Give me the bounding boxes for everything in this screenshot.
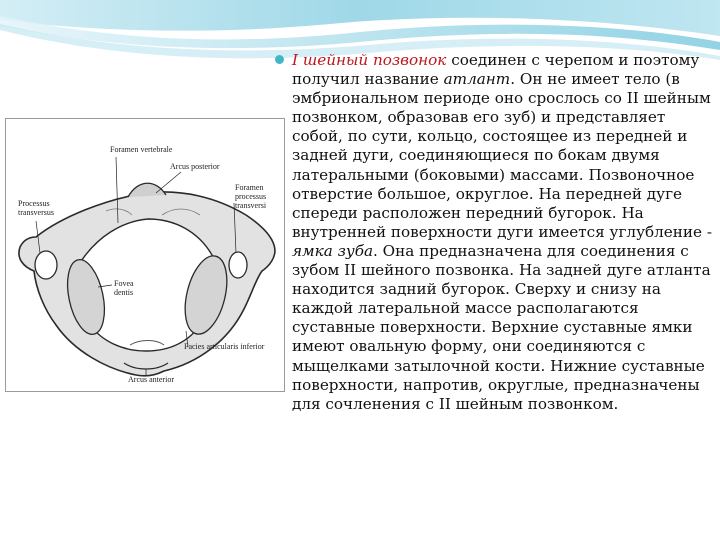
- label-fovea: Fovea: [114, 279, 134, 288]
- label-facies-articularis-inferior: Facies articularis inferior: [184, 342, 265, 351]
- description-paragraph: [292, 51, 714, 414]
- label-transversi: transversi: [235, 201, 267, 210]
- bullet-point: [275, 55, 284, 64]
- label-dentis: dentis: [114, 288, 134, 297]
- text-part-1: соединен с черепом и поэтому получил название: [292, 51, 700, 89]
- label-arcus-anterior: Arcus anterior: [128, 375, 174, 384]
- label-processus-2: processus: [235, 192, 267, 201]
- label-foramen-vertebrale: Foramen vertebrale: [110, 145, 173, 154]
- term-atlas: атлант: [443, 70, 511, 89]
- label-transversus: transversus: [18, 208, 54, 217]
- term-fossa-dentis: ямка зуба: [292, 241, 374, 260]
- label-processus: Processus: [18, 199, 50, 208]
- label-foramen: Foramen: [235, 183, 264, 192]
- label-arcus-posterior: Arcus posterior: [170, 162, 220, 171]
- text-part-3: . Она предназначена для соединения с зубом II шейного позвонка. На задней дуге атланта находится задний бугорок. Сверху и снизу на каждой латеральной массе располагаются суставные поверхности. Верхние суставные ямки имеют овальную форму, они соединяются с мыщелками затылочной кости. Нижние суставные поверхности, напротив, округлые, предназначены для сочленения с II шейным позвонком.: [292, 241, 711, 413]
- atlas-vertebra-figure: [5, 118, 285, 392]
- highlighted-term: I шейный позвонок: [292, 51, 447, 69]
- text-part-2: . Он не имеет тело (в эмбриональном периоде оно срослось со II шейным позвонком, образовав его зуб) и представляет собой, по сути, кольцо, состоящее из передней и задней дуги, соединяющиеся по бокам двумя латеральными (боковыми) массами. Позвоночное отверстие большое, округлое. На передней дуге спереди расположен передний бугорок. На внутренней поверхности дуги имеется углубление -: [292, 70, 712, 241]
